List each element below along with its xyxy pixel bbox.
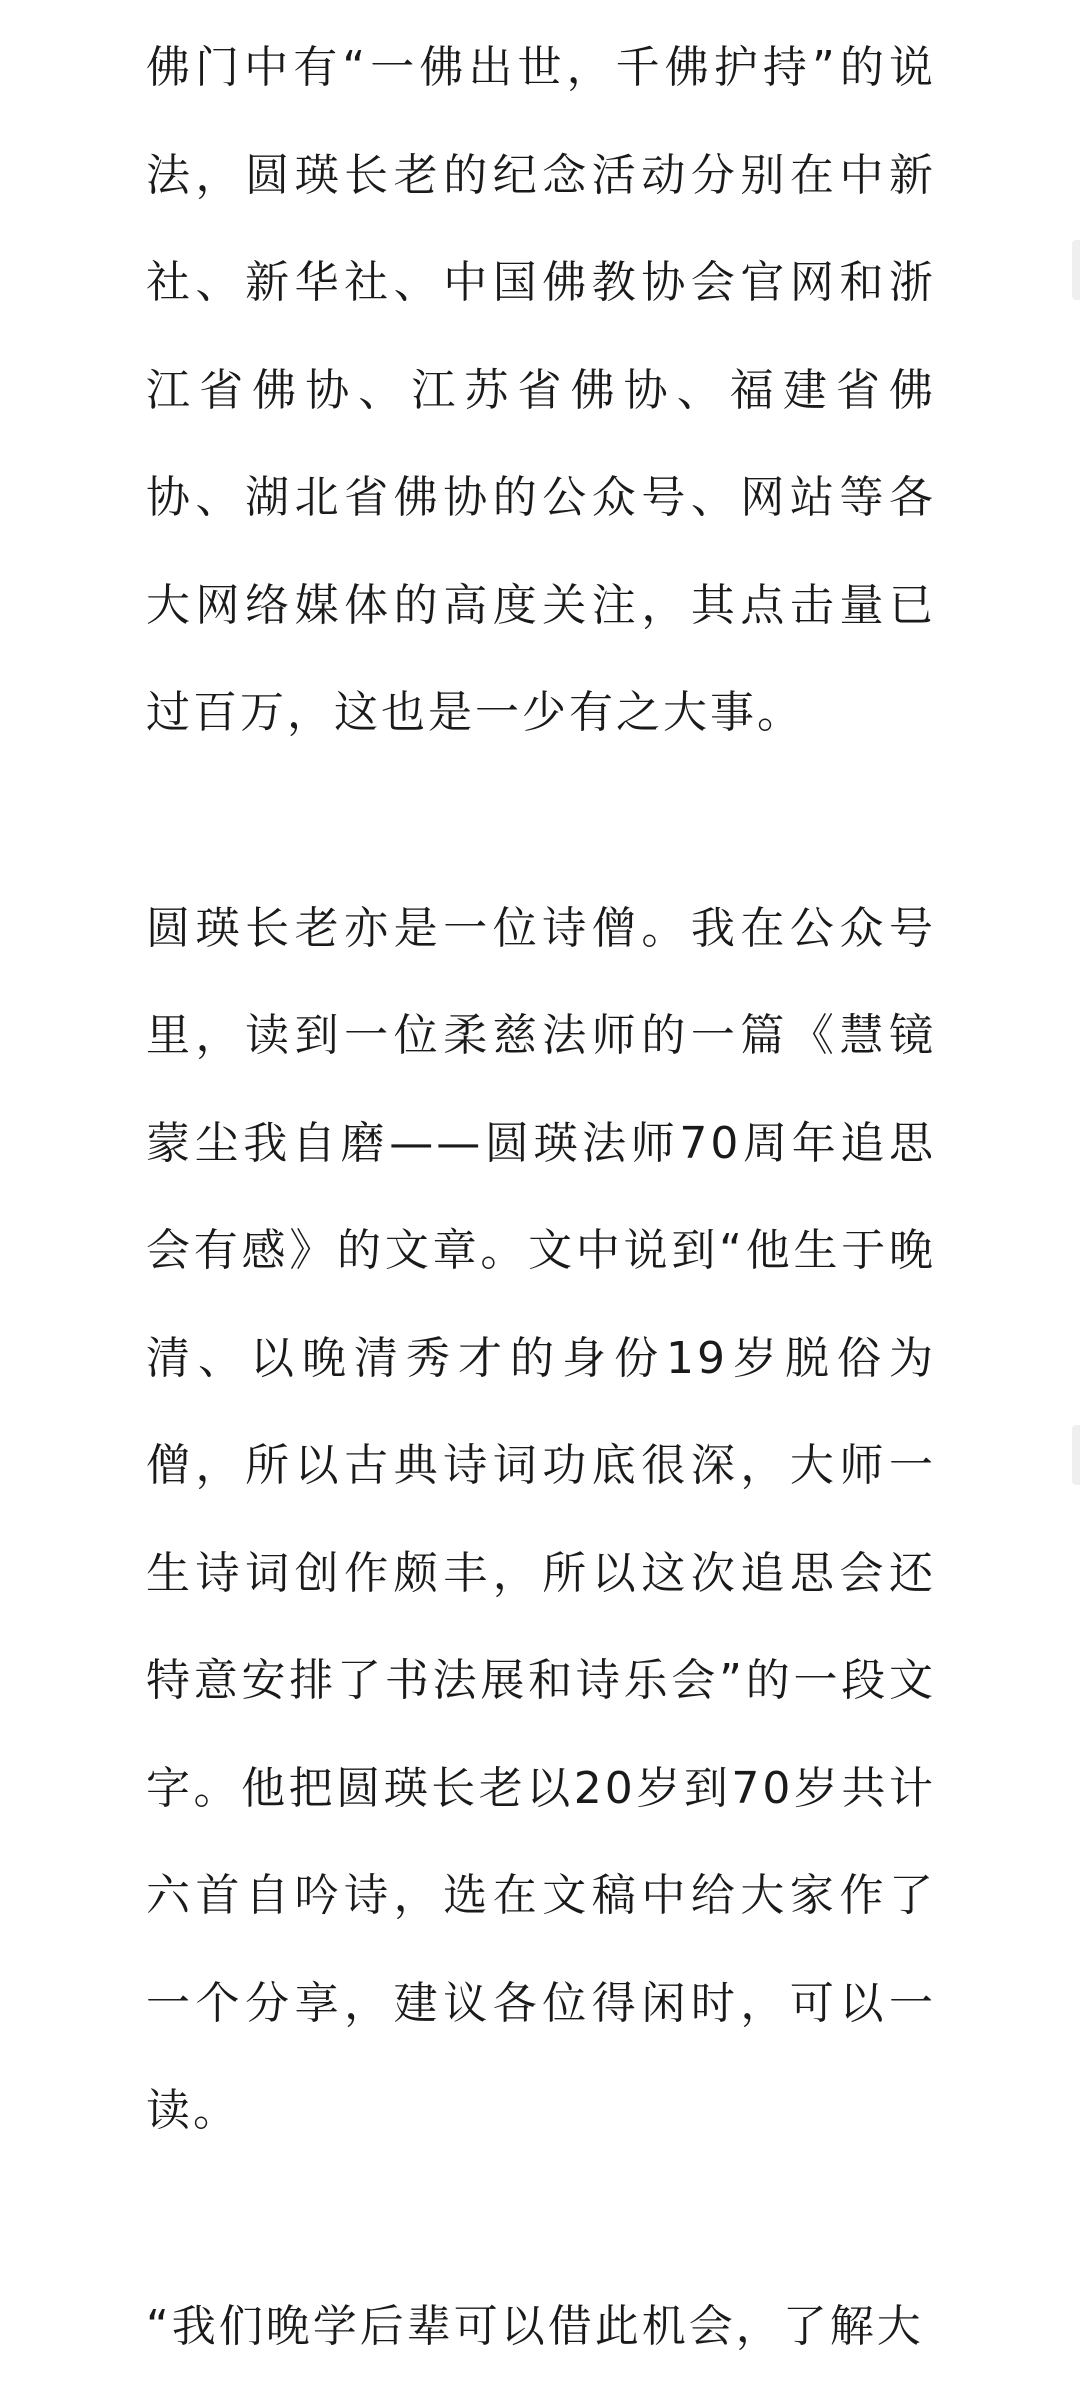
paragraph-3: “我们晚学后辈可以借此机会，了解大	[146, 2300, 924, 2352]
edge-shadow-top	[1072, 240, 1080, 300]
paragraph-2: 圆瑛长老亦是一位诗僧。我在公众号里，读到一位柔慈法师的一篇《慧镜蒙尘我自磨——圆瑛法师70周年追思会有感》的文章。文中说到“他生于晚清、以晚清秀才的身份19岁脱俗为僧，所以古典诗词功底很深，大师一生诗词创作颇丰，所以这次追思会还特意安排了书法展和诗乐会”的一段文字。他把圆瑛长老以20岁到70岁共计六首自吟诗，选在文稿中给大家作了一个分享，建议各位得闲时，可以一读。	[146, 902, 936, 2136]
paragraph-1: 佛门中有“一佛出世，千佛护持”的说法，圆瑛长老的纪念活动分别在中新社、新华社、中国佛教协会官网和浙江省佛协、江苏省佛协、福建省佛协、湖北省佛协的公众号、网站等各大网络媒体的高度关注，其点击量已过百万，这也是一少有之大事。	[146, 42, 936, 738]
edge-shadow-middle	[1072, 1425, 1080, 1485]
article-body	[146, 14, 936, 2380]
